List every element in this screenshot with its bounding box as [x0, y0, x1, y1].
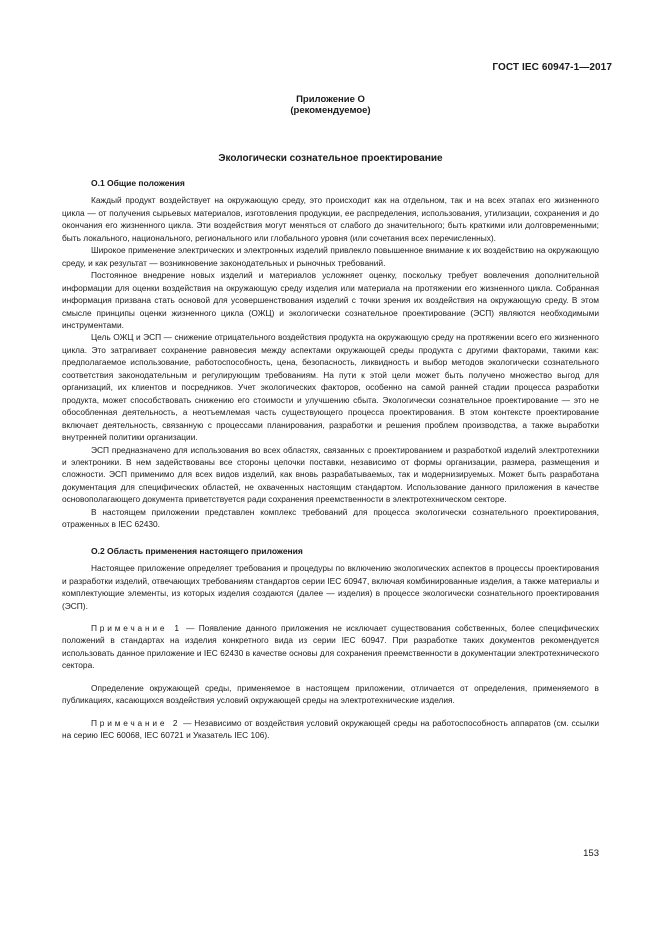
- paragraph: Широкое применение электрических и электронных изделий привлекло повышенное внимание к их воздействию на окружающую среду, и как результат — возникновение законодательных и рыночных требований.: [62, 245, 599, 268]
- note-text: — Независимо от воздействия условий окружающей среды на работоспособность аппаратов (см. ссылки на серию IEC 60068, IEC 60721 и Указатель IEC 106).: [62, 717, 599, 741]
- paragraph: Определение окружающей среды, применяемое в настоящем приложении, отличается от определения, применяемого в публикациях, касающихся воздействия условий окружающей среды на электротехнические изделия.: [62, 682, 599, 706]
- paragraph: Цель ОЖЦ и ЭСП — снижение отрицательного воздействия продукта на окружающую среду на протяжении всего его жизненного цикла. Это затрагивает сохранение равновесия между аспектами окружающей среды продукта с другими факторами, такими как: предполагаемое использование, работоспособность, цена, безопасность, ликвидность и выбор методов экологически сознательного соответствия законодательным и регулирующим требованиям. На пути к этой цели может быть получено множество выгод для организаций, их клиентов и посредников. Учет экологических факторов, особенно на самой ранней стадии процесса разработки продукта, может способствовать снижению его стоимости и улучшению сбыта. Экологически сознательное проектирование — это не обособленная деятельность, а неотъемлемая часть существующего процесса проектирования. В этом контексте проектирование включает деятельность, связанную с процессами планирования, разработки и решения проблем производства, а также выработки внутренней политики организации.: [62, 332, 599, 443]
- note-label: Примечание 1: [91, 622, 182, 633]
- page-number: 153: [583, 848, 599, 859]
- section-title: Экологически сознательное проектирование: [218, 153, 443, 164]
- subsection-heading-o1: О.1 Общие положения: [91, 178, 185, 188]
- paragraph: Настоящее приложение определяет требования и процедуры по включению экологических аспектов в процессы проектирования и разработки изделий, отвечающих требованиям стандартов серии IEC 60947, включая комбинированные изделия, а также материалы и комплектующие элементы, из которых изделия создаются (далее — изделия) в процессе экологически сознательного проектирования (ЭСП).: [62, 563, 599, 611]
- subsection-heading-o2: О.2 Область применения настоящего приложения: [91, 545, 303, 556]
- paragraph: Каждый продукт воздействует на окружающую среду, это происходит как на отдельном, так и на всех этапах его жизненного цикла — от получения сырьевых материалов, изготовления продукции, ее распределения, использования, утилизации, сохранения и до окончания его жизненного цикла. Эти воздействия могут меняться от слабого до значительного; быть краткими или долговременными; быть локального, национального, регионального или глобального уровня (или сочетания всех перечисленных).: [62, 195, 599, 243]
- body-text: [62, 177, 599, 742]
- annex-title: Приложение О: [296, 94, 365, 105]
- note-2: [62, 717, 599, 742]
- standard-designation: ГОСТ IEC 60947-1—2017: [492, 62, 612, 73]
- note-label: Примечание 2: [91, 717, 181, 728]
- paragraph: ЭСП предназначено для использования во всех областях, связанных с проектированием и разработкой изделий электротехники и электроники. В нем задействованы все стороны цепочки поставки, независимо от формы организации, размера, размещения и сложности. ЭСП применимо для всех видов изделий, как вновь разрабатываемых, так и модернизируемых. Может быть разработана документация для специфических областей, не охваченных настоящим стандартом. Использование данного приложения в качестве основополагающего документа приветствуется ради сохранения преемственности в электротехническом секторе.: [62, 444, 599, 505]
- annex-heading: [0, 94, 661, 116]
- note-1: [62, 622, 599, 672]
- paragraph: В настоящем приложении представлен комплекс требований для процесса экологически сознательного проектирования, отраженных в IEC 62430.: [62, 506, 599, 530]
- note-text: — Появление данного приложения не исключает существования собственных, более специфических положений в стандартах на изделия конкретного вида из серии IEC 60947. При разработке таких документов рекомендуется использовать данное приложение и IEC 62430 в качестве основы для сохранения преемственности в документации электротехнического сектора.: [62, 622, 599, 671]
- paragraph: Постоянное внедрение новых изделий и материалов усложняет оценку, поскольку требует вовлечения дополнительной информации для оценки воздействия на окружающую среду изделия или материала на протяжении его жизненного цикла. Собранная информация призвана стать основой для усовершенствования изделий с точки зрения их воздействия на окружающую среду. В этом смысле принципы оценки жизненного цикла (ОЖЦ) и экологически сознательное проектирование (ЭСП) являются необходимыми инструментами.: [62, 270, 599, 330]
- annex-status: (рекомендуемое): [290, 105, 371, 116]
